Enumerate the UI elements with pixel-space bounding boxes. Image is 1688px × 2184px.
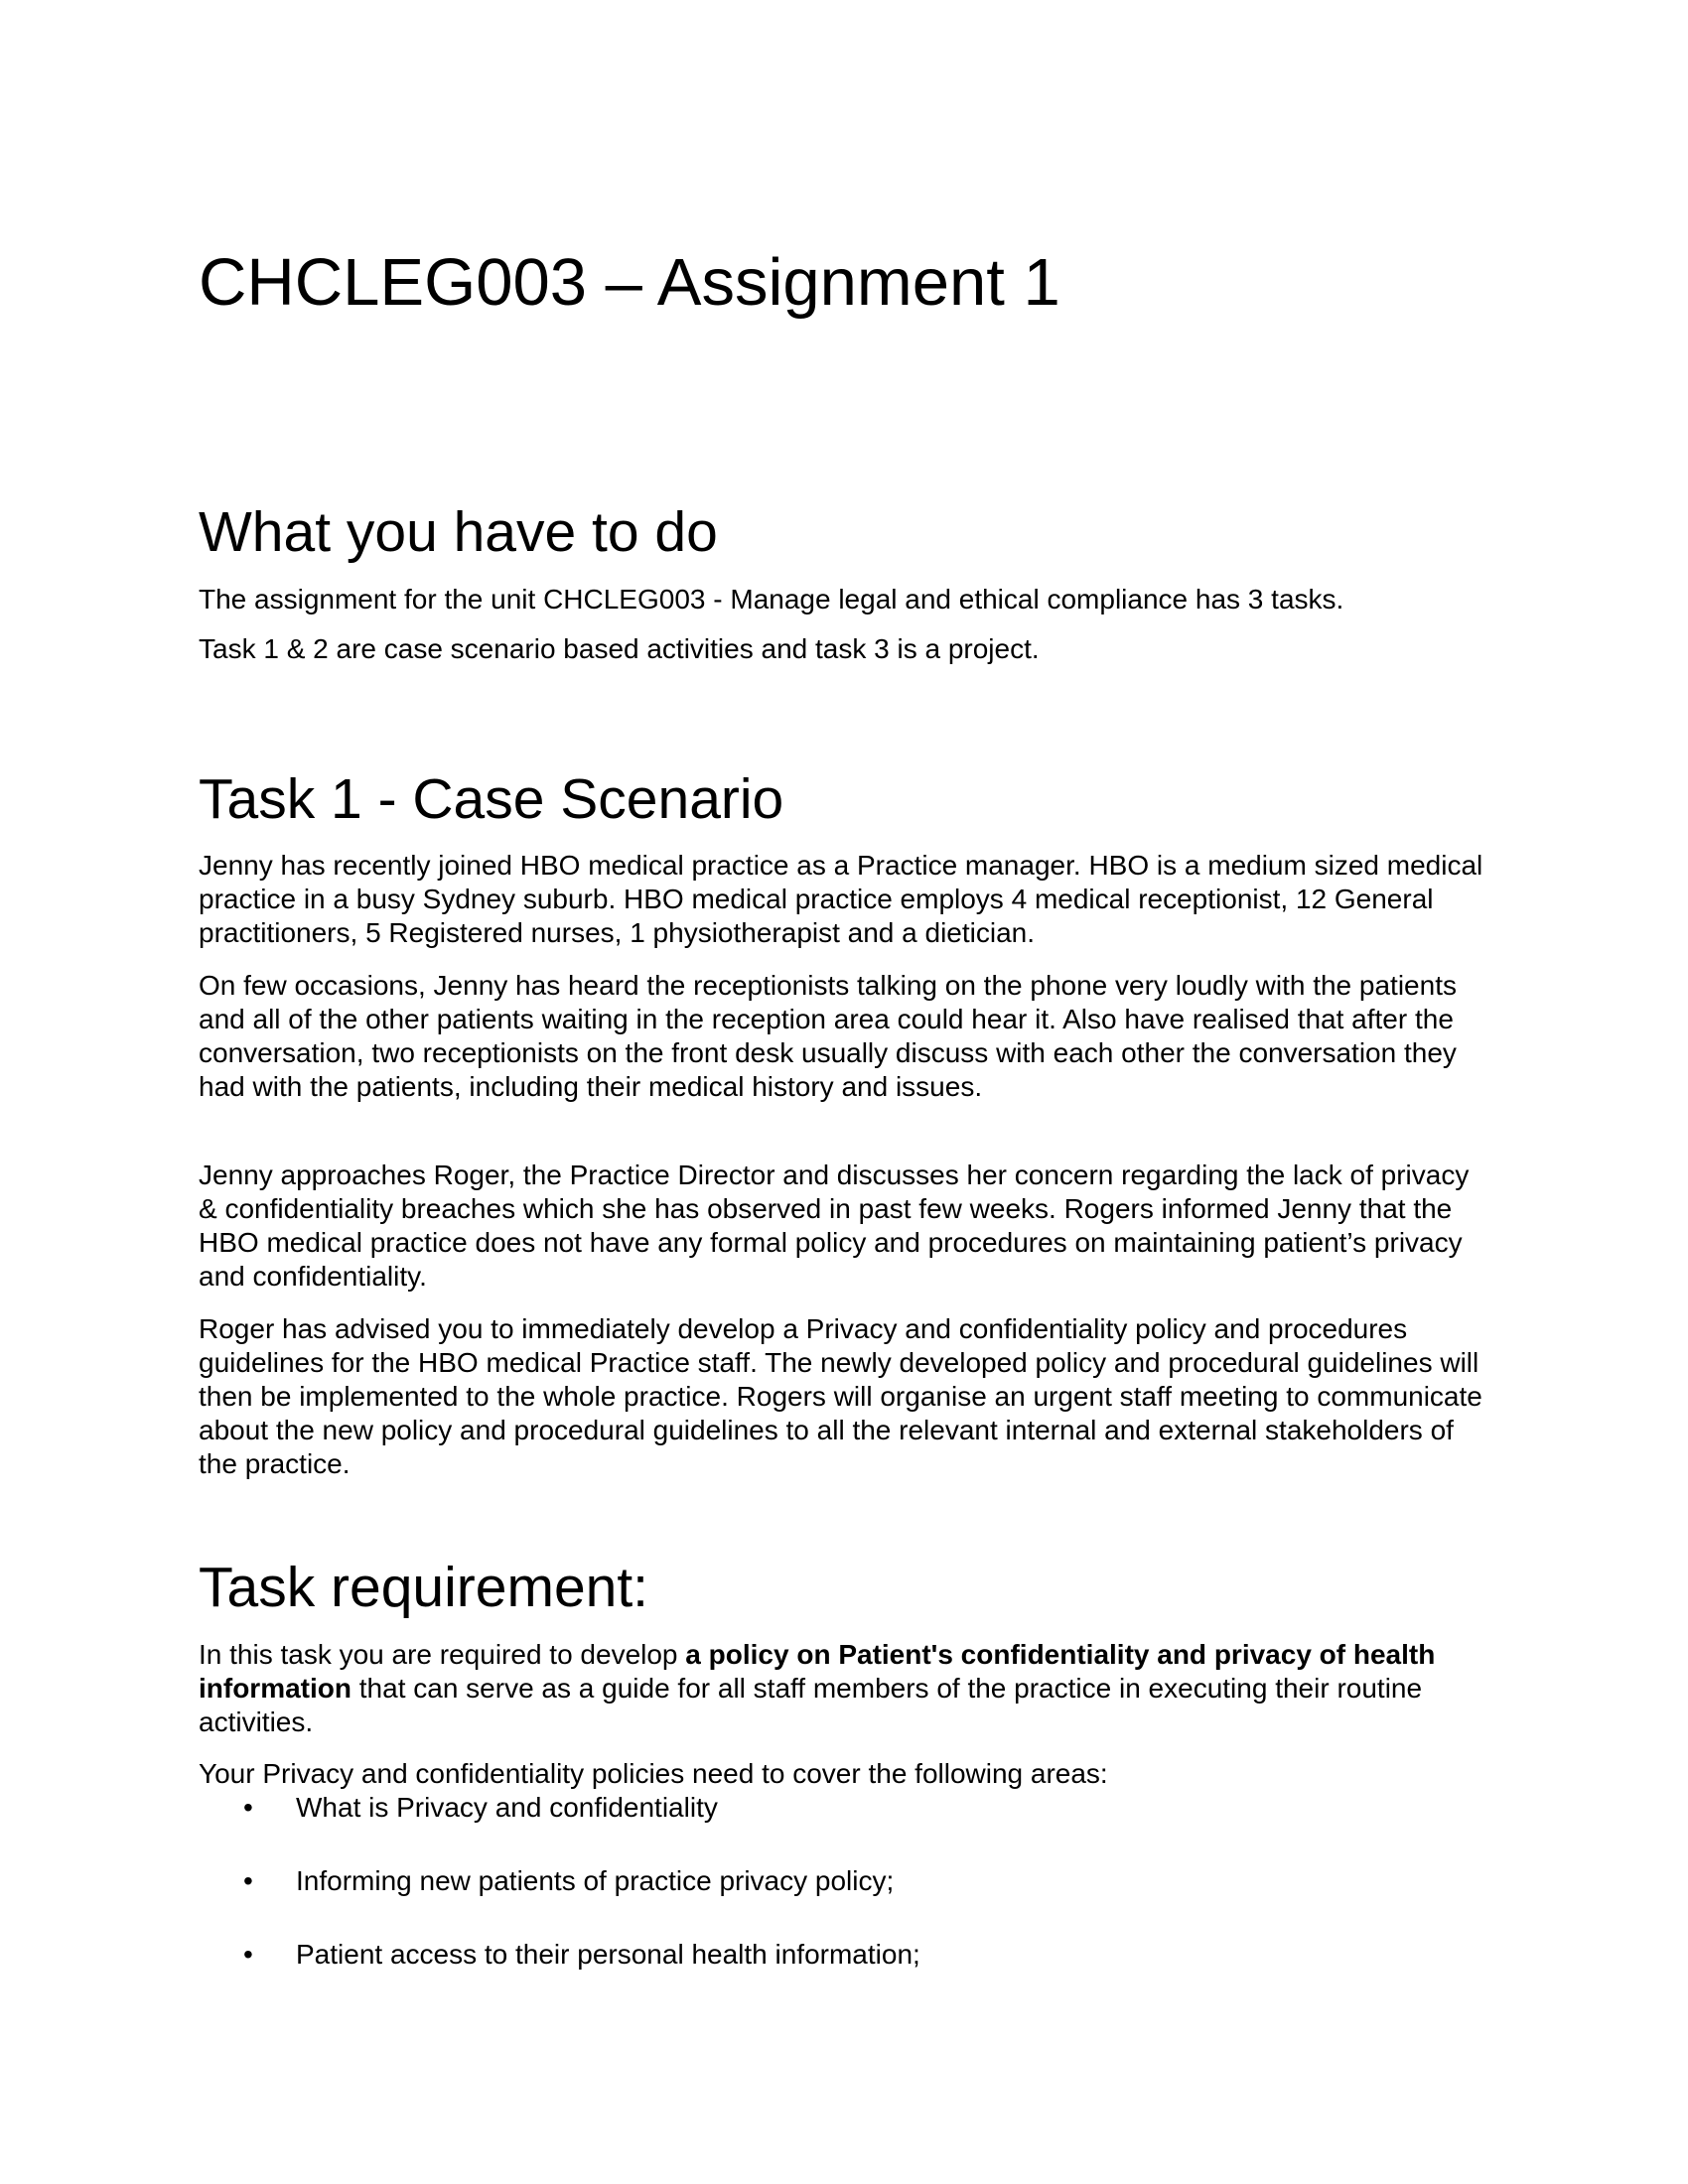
policy-areas-list — [199, 1791, 1489, 2011]
list-item-text: Informing new patients of practice privacy policy; — [296, 1865, 895, 1896]
requirement-paragraph-1 — [199, 1638, 1489, 1739]
requirement-text-after: that can serve as a guide for all staff members of the practice in executing their routine activities. — [199, 1673, 1423, 1737]
intro-paragraph-2: Task 1 & 2 are case scenario based activities and task 3 is a project. — [199, 633, 1040, 664]
list-item-text: Patient access to their personal health information; — [296, 1939, 920, 1970]
requirement-paragraph-2: Your Privacy and confidentiality policies need to cover the following areas: — [199, 1758, 1108, 1789]
heading-what-you-have-to-do: What you have to do — [199, 500, 718, 564]
case-paragraph-2: On few occasions, Jenny has heard the receptionists talking on the phone very loudly with the patients and all of the other patients waiting in the reception area could hear it. Also have realised that after the conversation, two receptionists on the front desk usually discuss with each other the conversation they had with the patients, including their medical history and issues. — [199, 970, 1457, 1102]
requirement-text-bold: a policy on Patient's confidentiality and privacy of health information — [199, 1639, 1436, 1704]
heading-task-requirement: Task requirement: — [199, 1556, 649, 1619]
bullet-icon: • — [243, 1865, 253, 1896]
list-item — [199, 1864, 1489, 1898]
case-paragraph-4: Roger has advised you to immediately develop a Privacy and confidentiality policy and procedures guidelines for the HBO medical Practice staff. The newly developed policy and procedural guidelines will then be implemented to the whole practice. Rogers will organise an urgent staff meeting to communicate about the new policy and procedural guidelines to all the relevant internal and external stakeholders of the practice. — [199, 1313, 1482, 1479]
document-title: CHCLEG003 – Assignment 1 — [199, 245, 1060, 320]
case-paragraph-3: Jenny approaches Roger, the Practice Director and discusses her concern regarding the lack of privacy & confidentiality breaches which she has observed in past few weeks. Rogers informed Jenny that the HBO medical practice does not have any formal policy and procedures on maintaining patient’s privacy and confidentiality. — [199, 1160, 1470, 1292]
heading-task-1: Task 1 - Case Scenario — [199, 767, 784, 831]
bullet-icon: • — [243, 1792, 253, 1823]
case-paragraph-1: Jenny has recently joined HBO medical practice as a Practice manager. HBO is a medium sized medical practice in a busy Sydney suburb. HBO medical practice employs 4 medical receptionist, 12 General practitioners, 5 Registered nurses, 1 physiotherapist and a dietician. — [199, 850, 1483, 948]
bullet-icon: • — [243, 1939, 253, 1970]
list-item-text: What is Privacy and confidentiality — [296, 1792, 718, 1823]
list-item — [199, 1938, 1489, 1972]
requirement-text-before: In this task you are required to develop — [199, 1639, 686, 1670]
list-item — [199, 1791, 1489, 1825]
intro-paragraph-1: The assignment for the unit CHCLEG003 - Manage legal and ethical compliance has 3 tasks. — [199, 584, 1344, 614]
